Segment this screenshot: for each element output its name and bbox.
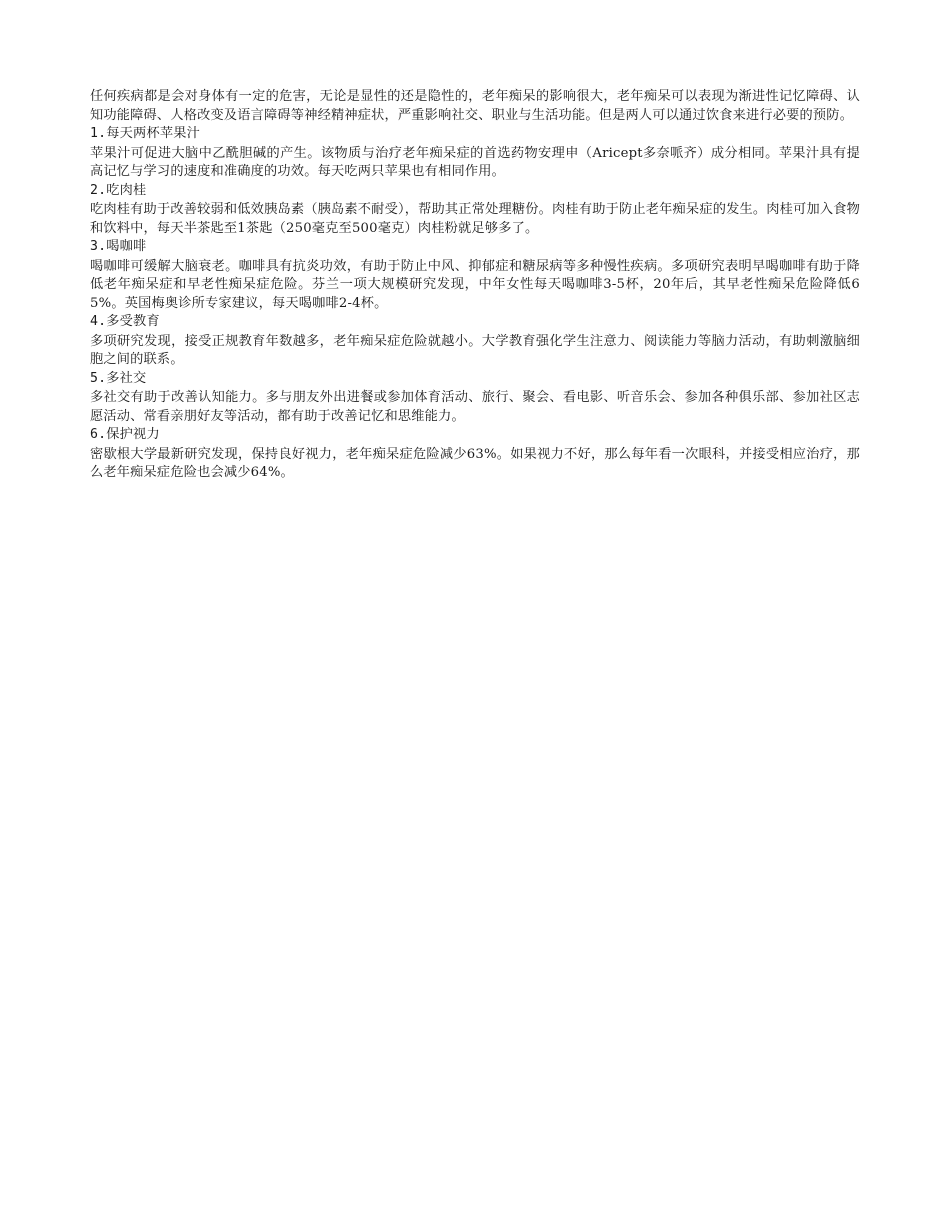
section-heading — [90, 313, 860, 332]
section-heading — [90, 370, 860, 389]
section-title: 保护视力 — [106, 427, 160, 442]
section-apple-juice — [90, 125, 860, 182]
section-number: 2. — [90, 182, 107, 198]
section-number: 3. — [90, 239, 107, 254]
section-vision — [90, 426, 860, 483]
section-number: 4. — [90, 314, 107, 329]
section-title: 多社交 — [106, 370, 147, 386]
section-body: 苹果汁可促进大脑中乙酰胆碱的产生。该物质与治疗老年痴呆症的首选药物安理申（Aricept多奈哌齐）成分相同。苹果汁具有提高记忆与学习的速度和准确度的功效。每天吃两只苹果也有相同作用。 — [90, 145, 860, 179]
intro-paragraph: 任何疾病都是会对身体有一定的危害，无论是显性的还是隐性的，老年痴呆的影响很大，老年痴呆可以表现为渐进性记忆障碍、认知功能障碍、人格改变及语言障碍等神经精神症状，严重影响社交、职业与生活功能。但是两人可以通过饮食来进行必要的预防。 — [90, 89, 860, 123]
section-number: 6. — [90, 427, 107, 442]
section-title: 吃肉桂 — [106, 182, 147, 198]
section-number: 5. — [90, 370, 107, 386]
section-body: 多项研究发现，接受正规教育年数越多，老年痴呆症危险就越小。大学教育强化学生注意力、阅读能力等脑力活动，有助刺激脑细胞之间的联系。 — [90, 333, 860, 367]
section-heading — [90, 426, 860, 445]
section-body: 吃肉桂有助于改善较弱和低效胰岛素（胰岛素不耐受），帮助其正常处理糖份。肉桂有助于防止老年痴呆症的发生。肉桂可加入食物和饮料中，每天半茶匙至1茶匙（250毫克至500毫克）肉桂粉就足够多了。 — [90, 202, 860, 236]
section-cinnamon — [90, 182, 860, 239]
section-body: 密歇根大学最新研究发现，保持良好视力，老年痴呆症危险减少63%。如果视力不好，那么每年看一次眼科，并接受相应治疗，那么老年痴呆症危险也会减少64%。 — [90, 446, 860, 480]
section-heading — [90, 125, 860, 144]
document-page — [90, 88, 860, 483]
section-coffee — [90, 238, 860, 313]
section-title: 喝咖啡 — [106, 239, 147, 254]
section-education — [90, 313, 860, 370]
section-heading — [90, 238, 860, 257]
section-number: 1. — [90, 126, 107, 141]
section-social — [90, 370, 860, 427]
section-title: 每天两杯苹果汁 — [106, 126, 200, 141]
section-heading — [90, 182, 860, 201]
section-body: 多社交有助于改善认知能力。多与朋友外出进餐或参加体育活动、旅行、聚会、看电影、听音乐会、参加各种俱乐部、参加社区志愿活动、常看亲朋好友等活动，都有助于改善记忆和思维能力。 — [90, 390, 860, 424]
section-body: 喝咖啡可缓解大脑衰老。咖啡具有抗炎功效，有助于防止中风、抑郁症和糖尿病等多种慢性疾病。多项研究表明早喝咖啡有助于降低老年痴呆症和早老性痴呆症危险。芬兰一项大规模研究发现，中年女性每天喝咖啡3-5杯，20年后，其早老性痴呆危险降低65%。英国梅奥诊所专家建议，每天喝咖啡2-4杯。 — [90, 258, 860, 311]
section-title: 多受教育 — [106, 314, 160, 329]
